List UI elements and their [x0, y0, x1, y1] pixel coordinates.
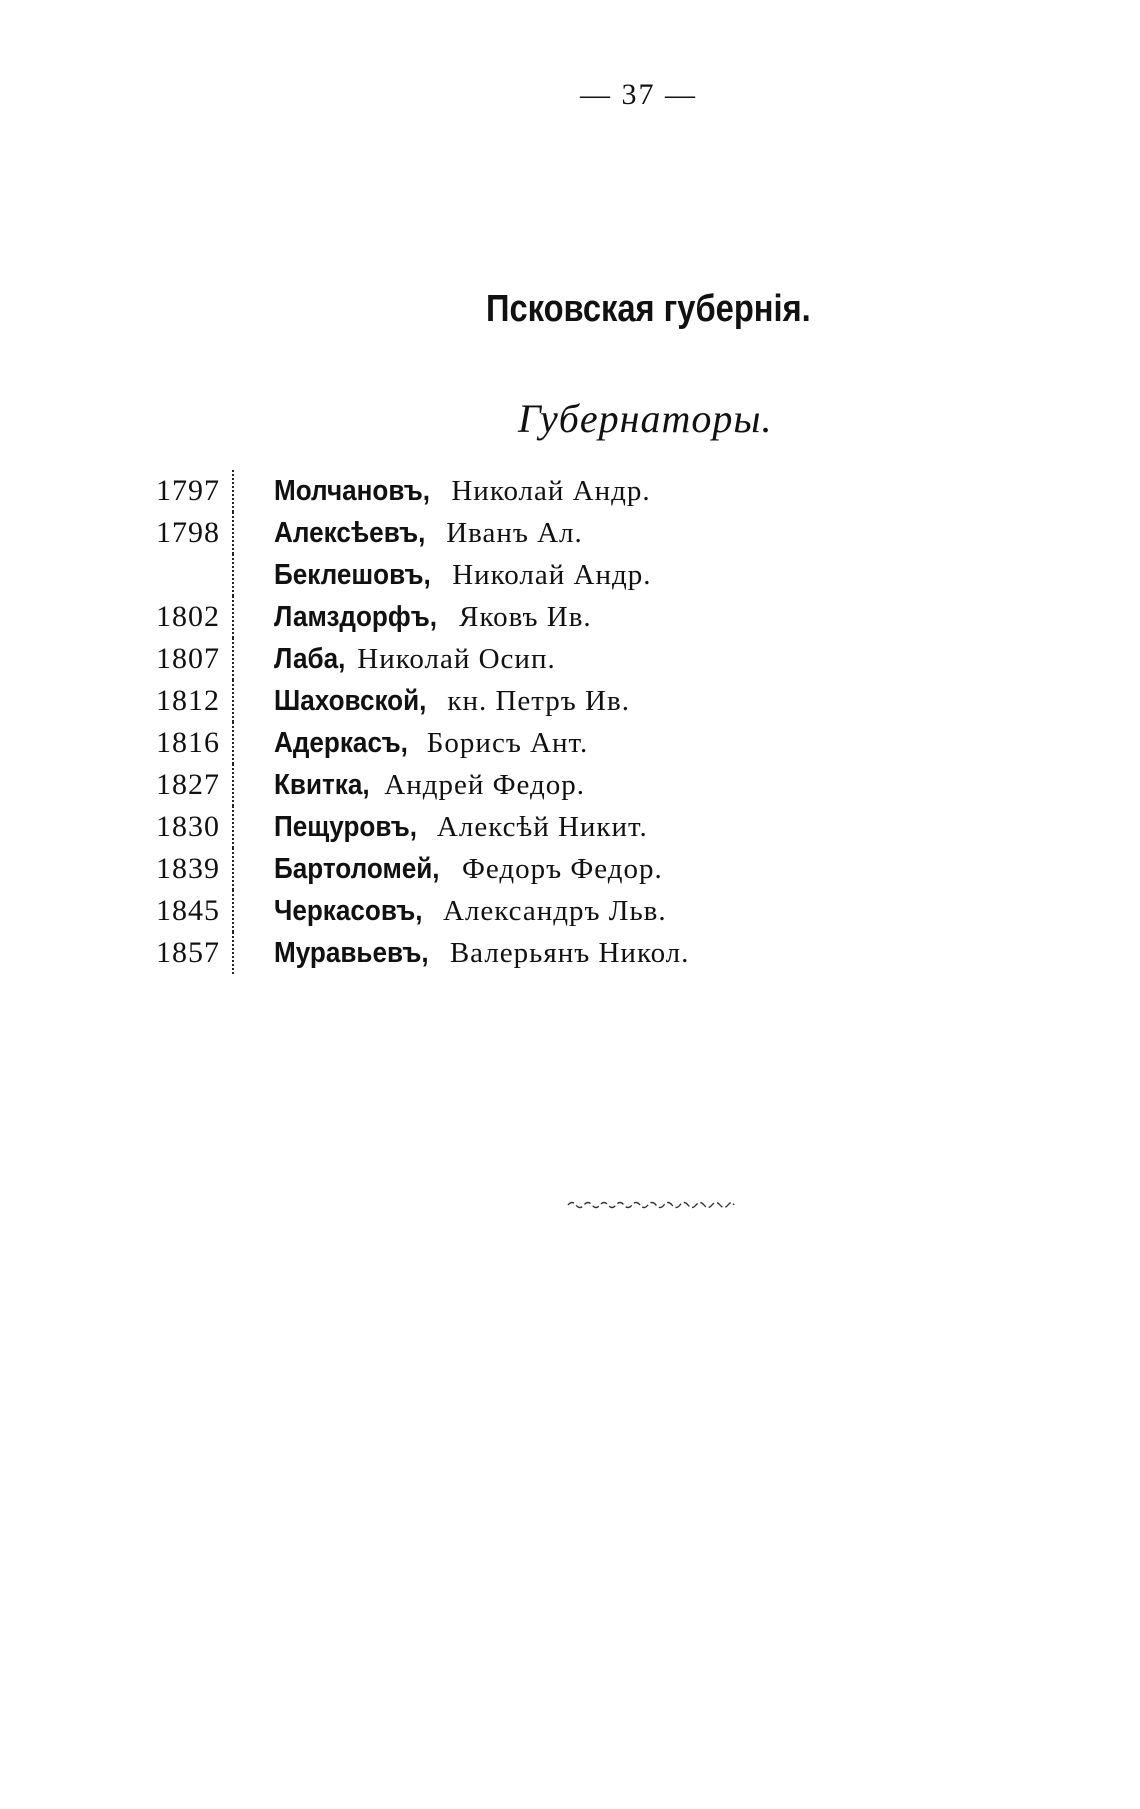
list-item [120, 806, 820, 848]
list-item [120, 596, 820, 638]
decorative-flourish [566, 1196, 736, 1210]
entry-year: 1812 [156, 684, 220, 717]
entry-surname: Бартоломей, [274, 852, 440, 885]
entry-year: 1839 [156, 852, 220, 885]
entry-year: 1798 [156, 516, 220, 549]
entry-given-name: Борисъ Ант. [426, 726, 589, 759]
list-item [120, 554, 820, 596]
entry-given-name: Александръ Льв. [443, 894, 667, 927]
entry-year: 1827 [156, 768, 220, 801]
entry-name [236, 559, 651, 592]
entry-surname: Муравьевъ, [274, 936, 429, 969]
entry-name [236, 853, 663, 886]
list-item [120, 638, 820, 680]
entry-surname: Пещуровъ, [274, 810, 418, 843]
list-item [120, 470, 820, 512]
list-item [120, 722, 820, 764]
entry-surname: Квитка, [274, 768, 370, 801]
entry-given-name: Валерьянъ Никол. [449, 936, 690, 969]
entry-surname: Ламздорфъ, [274, 600, 437, 633]
entry-name [236, 475, 651, 508]
entry-name [236, 895, 667, 928]
entry-surname: Шаховской, [274, 684, 427, 717]
entry-surname: Лаба, [274, 642, 346, 675]
entry-name [236, 937, 689, 970]
entry-given-name: Иванъ Ал. [446, 516, 583, 549]
entry-surname: Адеркасъ, [274, 726, 408, 759]
list-item [120, 932, 820, 974]
entry-year: 1802 [156, 600, 220, 633]
entry-given-name: Федоръ Федор. [461, 852, 663, 885]
page-number: — 37 — [580, 78, 697, 111]
entry-given-name: Андрей Федор. [384, 768, 586, 801]
entry-surname: Алексѣевъ, [274, 516, 426, 549]
entry-given-name: кн. Петръ Ив. [447, 684, 630, 717]
entry-name [236, 811, 648, 844]
entry-surname: Беклешовъ, [274, 558, 431, 591]
list-item [120, 764, 820, 806]
entry-year: 1830 [156, 810, 220, 843]
list-item [120, 680, 820, 722]
section-subtitle: Губернаторы. [518, 396, 773, 441]
entry-surname: Черкасовъ, [274, 894, 423, 927]
entry-name [236, 643, 556, 676]
entry-name [236, 517, 583, 550]
entry-given-name: Николай Андр. [451, 474, 651, 507]
entry-given-name: Алексѣй Никит. [436, 810, 648, 843]
entry-name [236, 601, 592, 634]
entry-given-name: Николай Андр. [452, 558, 652, 591]
list-item [120, 848, 820, 890]
entry-year: 1797 [156, 474, 220, 507]
governors-list [120, 470, 820, 974]
list-item [120, 890, 820, 932]
entry-name [236, 727, 588, 760]
entry-year: 1816 [156, 726, 220, 759]
entry-surname: Молчановъ, [274, 474, 431, 507]
entry-year: 1857 [156, 936, 220, 969]
entry-year: 1845 [156, 894, 220, 927]
page-title: Псковская губернія. [486, 288, 811, 330]
entry-year: 1807 [156, 642, 220, 675]
entry-name [236, 769, 585, 802]
list-item [120, 512, 820, 554]
entry-given-name: Яковъ Ив. [459, 600, 592, 633]
entry-given-name: Николай Осип. [357, 642, 556, 675]
entry-name [236, 685, 630, 718]
